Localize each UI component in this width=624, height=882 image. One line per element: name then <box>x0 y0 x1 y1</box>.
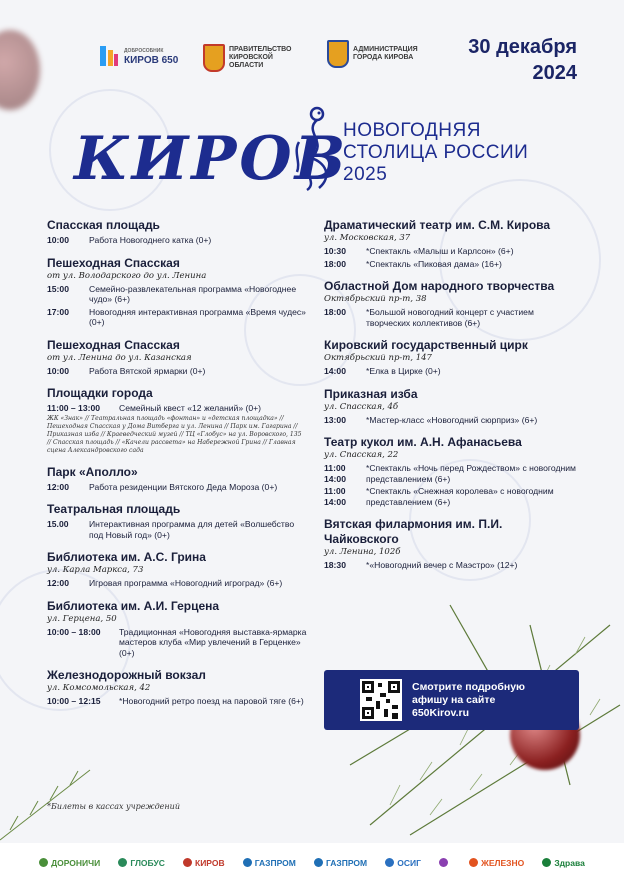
venue-block <box>47 502 307 540</box>
logo-kirov650: ДОБРОСОБНИК КИРОВ 650 <box>98 44 178 68</box>
event-time: 12:00 <box>47 578 69 588</box>
venue-block <box>47 338 307 377</box>
event-row <box>47 578 307 589</box>
event-row <box>324 463 579 484</box>
venue-name: Театр кукол им. А.Н. Афанасьева <box>324 435 522 449</box>
event-date: 30 декабря 2024 <box>468 36 577 84</box>
event-time: 10:00 – 18:00 <box>47 626 101 637</box>
venue-block <box>47 465 307 493</box>
venue-name: Площадки города <box>47 386 153 400</box>
event-description: *Новогодний ретро поезд на паровой тяге (6+) <box>119 696 304 706</box>
venue-name: Железнодорожный вокзал <box>47 668 206 682</box>
sponsor-mark-icon <box>314 858 323 867</box>
event-row <box>324 246 579 257</box>
qr-pattern <box>360 679 402 721</box>
sponsor-logo <box>314 858 367 868</box>
venue-name: Кировский государственный цирк <box>324 338 528 352</box>
venue-block <box>47 386 307 455</box>
venue-block <box>324 517 579 571</box>
event-description: *«Новогодний вечер с Маэстро» (12+) <box>366 560 518 570</box>
city-crest-icon <box>327 40 349 68</box>
venue-address: ул. Герцена, 50 <box>47 613 117 624</box>
sponsor-mark-icon <box>385 858 394 867</box>
sponsor-name: КИРОВ <box>195 857 225 868</box>
event-description: Семейный квест «12 желаний» (0+) <box>119 403 262 413</box>
event-time: 17:00 <box>47 306 69 317</box>
venue-address: от ул. Ленина до ул. Казанская <box>47 352 192 363</box>
event-description: Работа Вятской ярмарки (0+) <box>89 365 206 376</box>
sponsor-logo <box>118 858 165 868</box>
event-row <box>47 519 307 540</box>
poster-title <box>74 114 574 204</box>
venue-block <box>324 435 579 507</box>
event-row <box>47 284 307 305</box>
event-row <box>324 259 579 270</box>
sponsor-name: ДОРОНИЧИ <box>51 857 101 868</box>
event-row <box>324 366 579 377</box>
event-description: Интерактивная программа для детей «Волшебство под Новый год» (0+) <box>89 519 295 540</box>
event-time: 15:00 <box>47 283 69 294</box>
kirov650-icon <box>98 44 120 68</box>
event-row <box>47 696 307 707</box>
event-time: 10:30 <box>324 246 346 256</box>
event-description: *Спектакль «Снежная королева» с новогодним представлением (6+) <box>366 486 554 507</box>
event-time: 11:00 – 13:00 <box>47 403 101 413</box>
event-row <box>47 366 307 377</box>
region-crest-icon <box>203 44 225 72</box>
venue-block <box>324 279 579 328</box>
venue-block <box>47 550 307 589</box>
venue-name: Пешеходная Спасская <box>47 255 180 270</box>
venue-address: Октябрьский пр-т, 38 <box>324 294 427 304</box>
sponsor-logo <box>39 858 100 868</box>
venue-block <box>47 218 307 246</box>
venue-block <box>47 599 307 659</box>
event-time: 10:00 <box>47 235 69 245</box>
sponsor-logo <box>385 858 421 868</box>
left-schedule-column <box>47 218 307 717</box>
event-time: 11:00 14:00 <box>324 486 346 507</box>
event-description: *Спектакль «Малыш и Карлсон» (6+) <box>366 246 514 256</box>
venue-address: ул. Комсомольская, 42 <box>47 683 151 693</box>
sponsor-logo <box>469 858 524 868</box>
event-time: 18:00 <box>324 258 346 269</box>
bird-ornament-icon <box>289 102 339 194</box>
venue-name: Пешеходная Спасская <box>47 337 180 352</box>
sponsor-name: ГАЗПРОМ <box>325 857 368 868</box>
right-schedule-column <box>324 218 579 581</box>
event-description: *Елка в Цирке (0+) <box>366 366 441 376</box>
city-title: КИРОВ <box>74 124 349 194</box>
event-time: 11:00 14:00 <box>324 463 346 484</box>
logo-city-administration: АДМИНИСТРАЦИЯ ГОРОДА КИРОВА <box>327 40 433 68</box>
venue-block <box>47 668 307 707</box>
sponsor-mark-icon <box>118 858 127 867</box>
event-description: Семейно-развлекательная программа «Новогоднее чудо» (6+) <box>89 283 297 304</box>
event-description: Игровая программа «Новогодний игроград» (6+) <box>89 578 283 588</box>
sponsor-mark-icon <box>469 858 478 867</box>
sponsor-name: ЖЕЛЕЗНО <box>481 857 525 868</box>
event-row <box>47 307 307 328</box>
sponsor-name: ГАЗПРОМ <box>254 857 296 868</box>
event-row <box>47 627 307 659</box>
sponsor-logo <box>243 858 296 868</box>
event-description: *Спектакль «Ночь перед Рождеством» с новогодним представлением (6+) <box>366 463 576 484</box>
event-description: Работа резиденции Вятского Деда Мороза (0+) <box>89 481 278 492</box>
sponsor-name: ОСИГ <box>397 857 421 868</box>
venue-block <box>324 338 579 377</box>
venue-address: ул. Спасская, 22 <box>324 450 399 460</box>
event-description: Традиционная «Новогодняя выставка-ярмарка мастеров клуба «Мир увлечений в Герценке» (0+) <box>119 626 307 658</box>
tickets-footnote: *Билеты в кассах учреждений <box>47 802 180 811</box>
venue-block <box>324 387 579 426</box>
sponsor-name: ГЛОБУС <box>130 857 165 868</box>
logo-region-government: ПРАВИТЕЛЬСТВО КИРОВСКОЙ ОБЛАСТИ <box>203 44 299 72</box>
venue-address: ул. Карла Маркса, 73 <box>47 565 144 575</box>
sponsor-bar <box>0 843 624 882</box>
venue-block <box>47 256 307 328</box>
venue-name: Спасская площадь <box>47 218 160 232</box>
event-description: Работа Новогоднего катка (0+) <box>89 235 212 245</box>
sponsor-mark-icon <box>542 858 551 867</box>
sponsor-logo <box>542 858 584 868</box>
venue-locations-note: ЖК «Знак» // Театральная площадь «фонтан» и «детская площадка» // Пешеходная Спасская у Дома Витберга и ул. Ленина // Парк им. Гагарина // Приказная изба // Краеведческий музей // ТЦ «Глобус» на ул. Воровского, 135 // Спасская площадь // «Качели рассвета» на Набережной Грина // Главная сцена Александровского сада <box>47 414 302 454</box>
event-row <box>324 560 579 571</box>
sponsor-logo <box>183 858 225 868</box>
sponsor-mark-icon <box>39 858 48 867</box>
event-row <box>324 307 579 328</box>
venue-name: Областной Дом народного творчества <box>324 279 555 293</box>
venue-name: Приказная изба <box>324 386 418 401</box>
qr-banner-text: Смотрите подробную афишу на сайте 650Kirov.ru <box>412 680 526 719</box>
header <box>0 0 624 105</box>
sponsor-mark-icon <box>183 858 192 867</box>
website-link[interactable]: 650Kirov.ru <box>412 706 469 719</box>
event-time: 18:30 <box>324 560 346 570</box>
event-time: 18:00 <box>324 307 346 317</box>
title-subtitle: НОВОГОДНЯЯ СТОЛИЦА РОССИИ 2025 <box>343 120 529 185</box>
event-time: 12:00 <box>47 481 69 492</box>
sponsor-name: Здрава <box>554 857 585 868</box>
venue-name: Библиотека им. А.И. Герцена <box>47 598 220 613</box>
sponsor-mark-icon <box>439 858 448 867</box>
event-row <box>47 482 307 493</box>
event-row <box>324 486 579 507</box>
sponsor-mark-icon <box>243 858 252 867</box>
event-time: 15.00 <box>47 519 69 529</box>
venue-name: Театральная площадь <box>47 502 181 516</box>
event-description: *Большой новогодний концерт с участием творческих коллективов (6+) <box>366 307 534 328</box>
event-time: 10:00 – 12:15 <box>47 696 101 706</box>
venue-address: от ул. Володарского до ул. Ленина <box>47 270 207 281</box>
event-row <box>324 415 579 426</box>
venue-address: ул. Спасская, 4б <box>324 401 399 412</box>
venue-address: ул. Ленина, 102б <box>324 547 401 557</box>
venue-name: Библиотека им. А.С. Грина <box>47 550 206 564</box>
venue-name: Драматический театр им. С.М. Кирова <box>324 218 551 232</box>
event-description: *Мастер-класс «Новогодний сюрприз» (6+) <box>366 414 538 425</box>
venue-address: Октябрьский пр-т, 147 <box>324 353 432 363</box>
sponsor-logo <box>439 858 451 867</box>
event-row <box>47 235 307 246</box>
event-time: 10:00 <box>47 365 69 376</box>
qr-code-icon[interactable] <box>360 679 402 721</box>
event-time: 14:00 <box>324 366 346 376</box>
venue-block <box>324 218 579 269</box>
venue-address: ул. Московская, 37 <box>324 233 411 243</box>
event-time: 13:00 <box>324 414 346 425</box>
venue-name: Вятская филармония им. П.И. Чайковского <box>324 517 503 546</box>
qr-banner[interactable] <box>324 670 579 730</box>
fir-branch-left <box>0 740 120 860</box>
event-description: *Спектакль «Пиковая дама» (16+) <box>366 258 502 269</box>
venue-name: Парк «Аполло» <box>47 464 138 479</box>
event-description: Новогодняя интерактивная программа «Время чудес» (0+) <box>89 306 306 327</box>
event-row <box>47 403 307 414</box>
